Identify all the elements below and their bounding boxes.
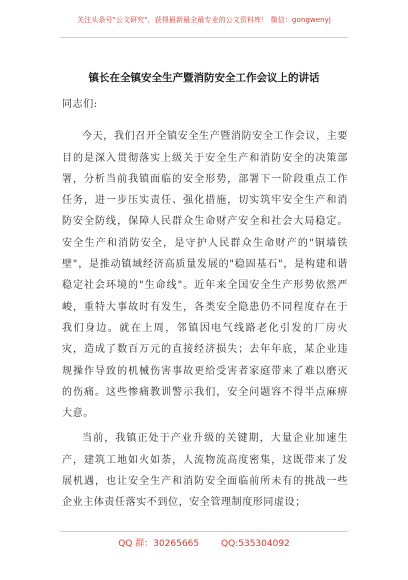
footer-divider [60, 531, 348, 532]
paragraph-2: 当前，我镇正处于产业升级的关键期，大量企业加速生产，建筑工地如火如荼，人流物流高度密集，这既带来了发展机遇，也让安全生产和消防安全面临前所未有的挑战一些企业主体责任落实不到位，安全管理制度形同虚设； [62, 433, 348, 509]
header-banner: 关注头条号"公文研究"，获得最新最全最专业的公文资料库！ 微信：gongwenyj [77, 16, 331, 24]
salutation: 同志们: [62, 99, 98, 110]
footer-qq-group: QQ 群：30265665 [118, 539, 200, 549]
document-title: 镇长在全镇安全生产暨消防安全工作会议上的讲话 [88, 72, 320, 84]
document-body [62, 94, 348, 518]
footer-contact [0, 536, 408, 549]
paragraph-1: 今天，我们召开全镇安全生产暨消防安全工作会议，主要目的是深入贯彻落实上级关于安全生产和消防安全的决策部署，分析当前我镇面临的安全形势，部署下一阶段重点工作任务，进一步压实责任、强化措施，切实筑牢安全生产和消防安全防线，保障人民群众生命财产安全和社会大局稳定。安全生产和消防安全，是守护人民群众生命财产的"铜墙铁壁"，是推动镇域经济高质量发展的"稳固基石"，是构建和谐稳定社会环境的"生命线"。近年来全国安全生产形势依然严峻，重特大事故时有发生，各类安全隐患仍不同程度存在于我们身边。就在上周，邻镇因电气线路老化引发的厂房火灾，造成了数百万元的直接经济损失；去年年底，某企业违规操作导致的机械伤害事故更给受害者家庭带来了难以磨灭的伤痛。这些惨痛教训警示我们，安全问题容不得半点麻痹大意。 [62, 131, 348, 420]
footer-qq-number: QQ:535304092 [221, 539, 290, 549]
header-divider [60, 37, 348, 38]
